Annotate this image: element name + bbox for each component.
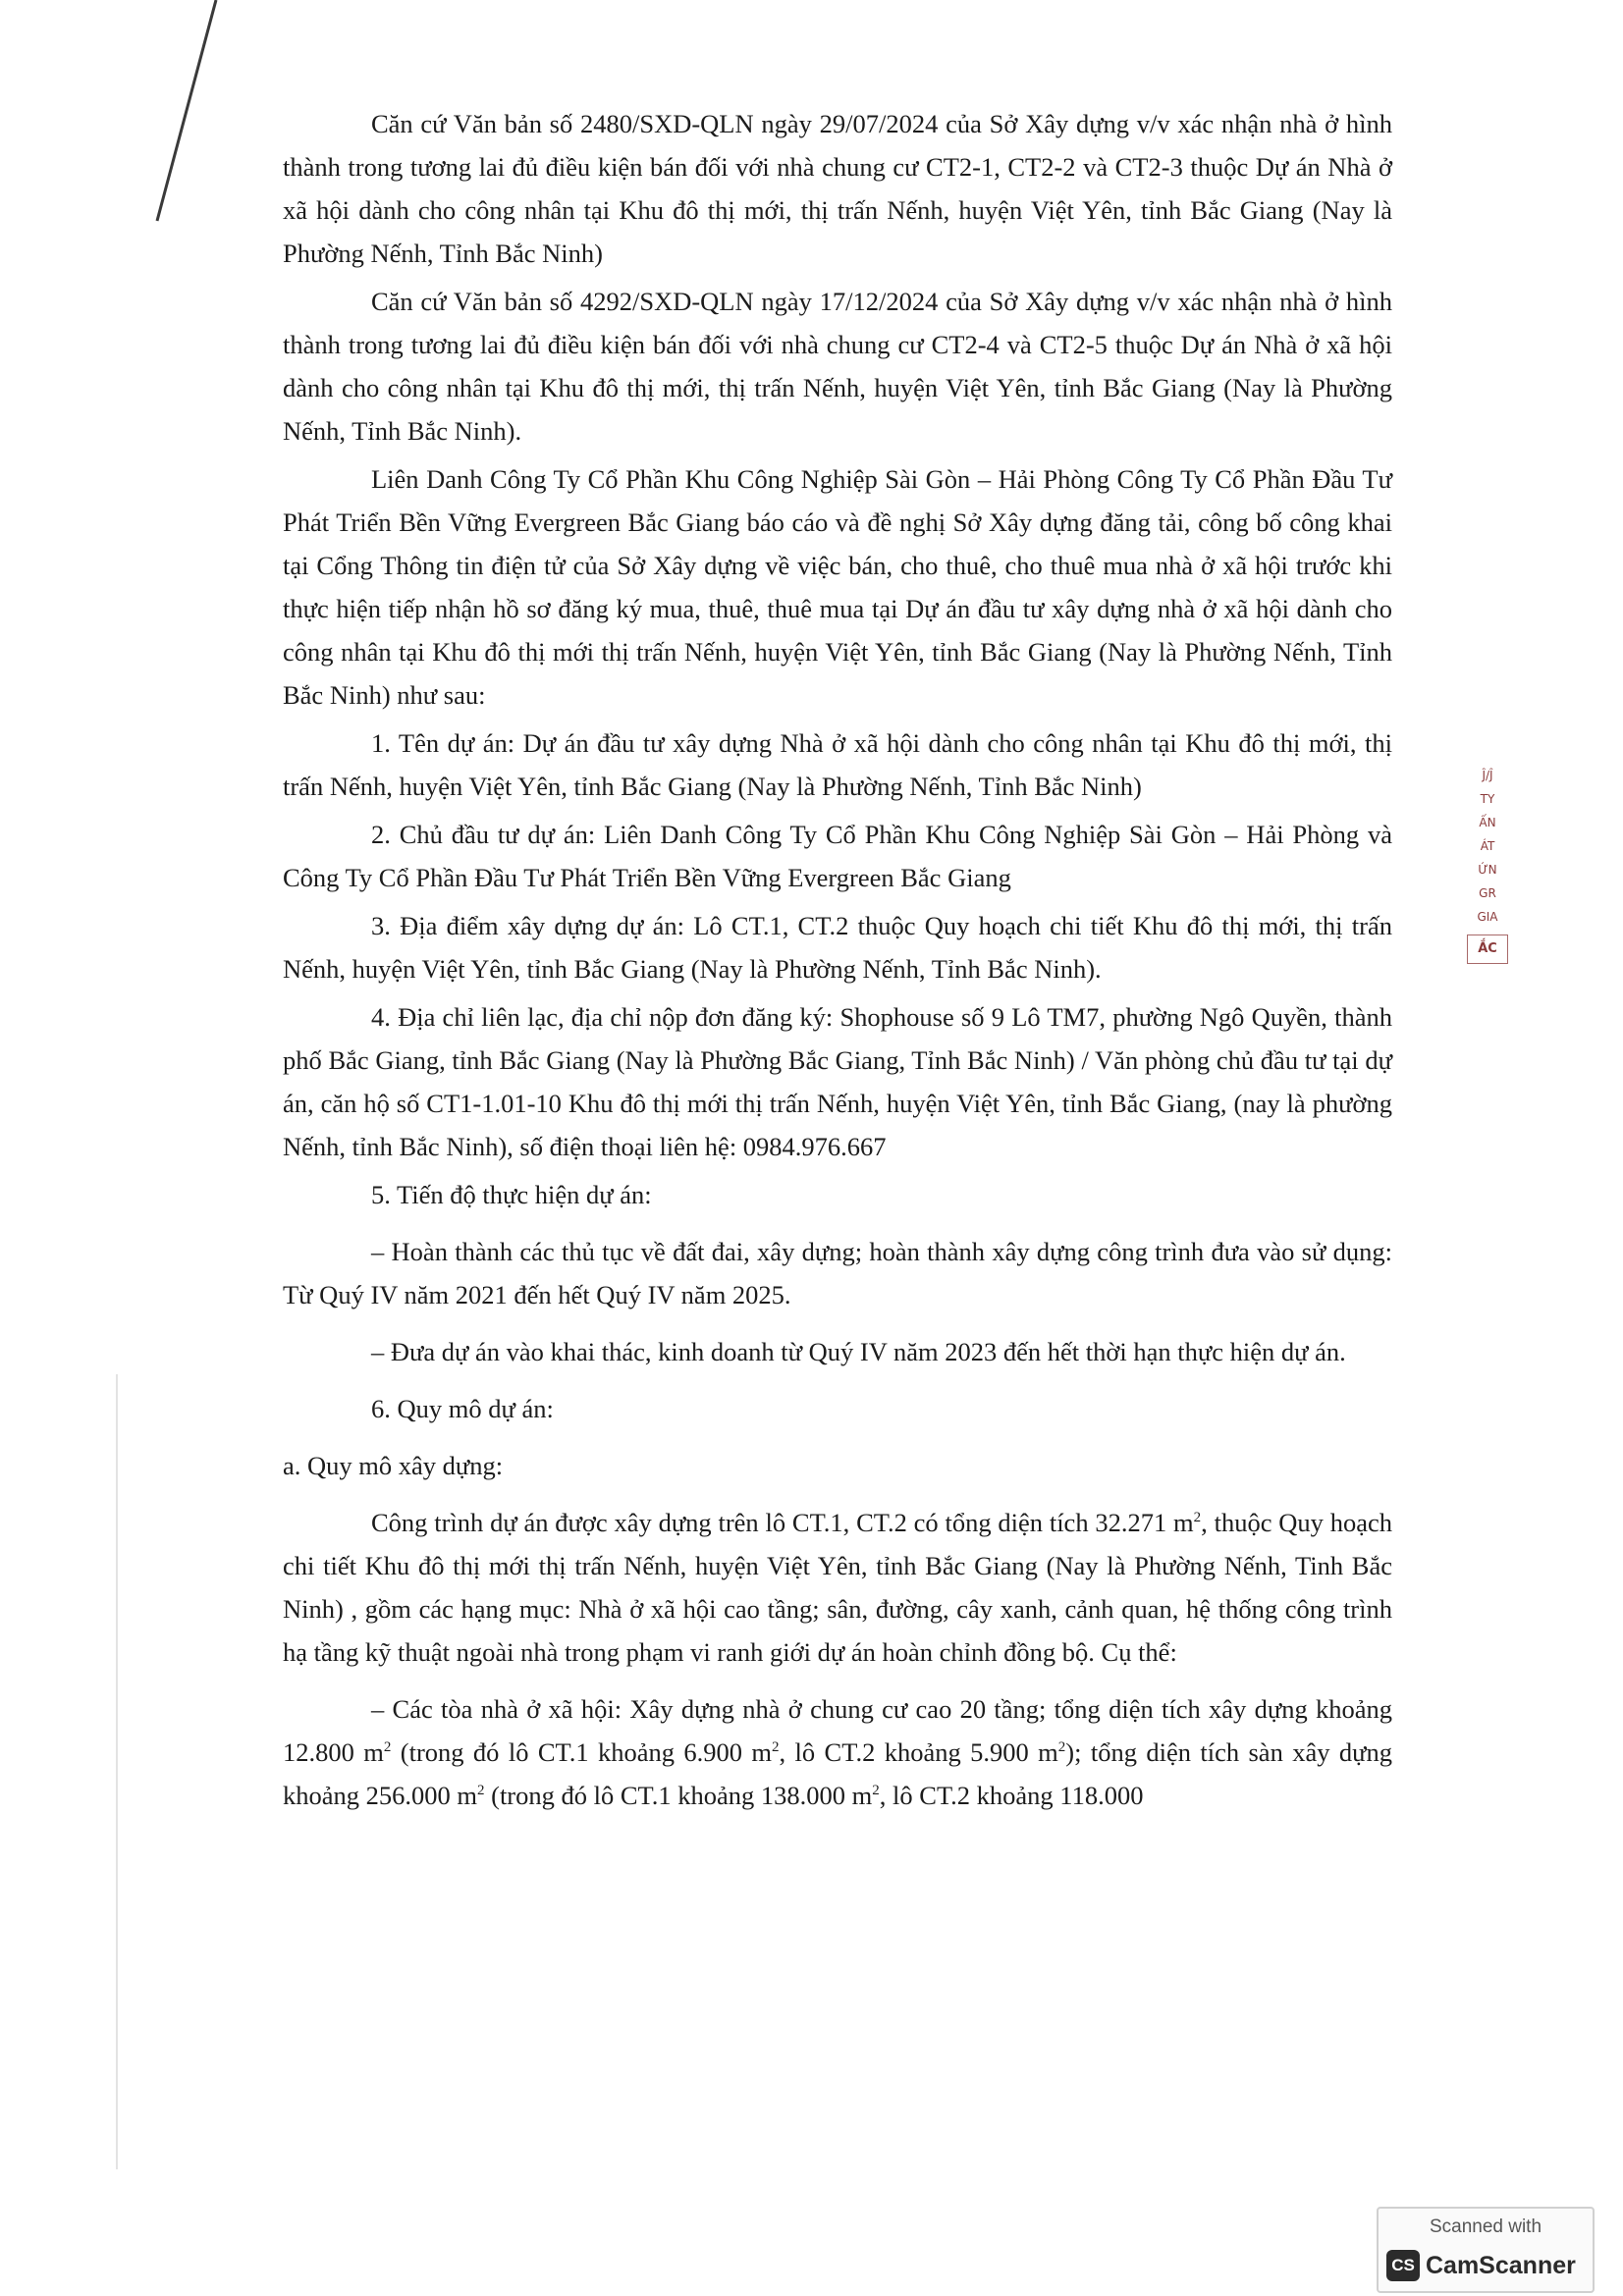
paragraph-site-area: Công trình dự án được xây dựng trên lô CT.1, CT.2 có tổng diện tích 32.271 $m^2$, thuộc Quy hoạch chi tiết Khu đô thị mới thị trấn Nếnh, huyện Việt Yên, tỉnh Bắc Giang (Nay là Phường Nếnh, Tinh Bắc Ninh) , gồm các hạng mục: Nhà ở xã hội cao tầng; sân, đường, cây xanh, cảnh quan, hệ thống công trình hạ tầng kỹ thuật ngoài nhà trong phạm vi ranh giới dự án hoàn chỉnh đồng bộ. Cụ thể: [283,1508,1392,1667]
scanned-with-label: Scanned with [1429,2216,1542,2237]
sub-heading-construction-scale: a. Quy mô xây dựng: [283,1451,504,1480]
paragraph-report: Liên Danh Công Ty Cổ Phần Khu Công Nghiệp Sài Gòn – Hải Phòng Công Ty Cổ Phần Đầu Tư Phát Triển Bền Vững Evergreen Bắc Giang báo cáo và đề nghị Sở Xây dựng đăng tải, công bố công khai tại Cổng Thông tin điện tử của Sở Xây dựng về việc bán, cho thuê, cho thuê mua nhà ở xã hội trước khi thực hiện tiếp nhận hồ sơ đăng ký mua, thuê, thuê mua tại Dự án đầu tư xây dựng nhà ở xã hội dành cho công nhân tại Khu đô thị mới thị trấn Nếnh, huyện Việt Yên, tỉnh Bắc Giang (Nay là Phường Nếnh, Tỉnh Bắc Ninh) như sau: [283,464,1392,710]
camscanner-watermark [1377,2207,1595,2293]
camscanner-name: CamScanner [1426,2252,1576,2279]
item-progress-heading: 5. Tiến độ thực hiện dự án: [371,1180,652,1209]
paragraph-legal-basis-1: Căn cứ Văn bản số 2480/SXD-QLN ngày 29/07/2024 của Sở Xây dựng v/v xác nhận nhà ở hình thành trong tương lai đủ điều kiện bán đối với nhà chung cư CT2-1, CT2-2 và CT2-3 thuộc Dự án Nhà ở xã hội dành cho công nhân tại Khu đô thị mới, thị trấn Nếnh, huyện Việt Yên, tỉnh Bắc Giang (Nay là Phường Nếnh, Tỉnh Bắc Ninh) [283,109,1392,268]
partial-seal-stamp: Ĵ/Ĵ TY ẤN ÁT ỨN GR GIA ẮC [1467,764,1508,964]
item-scale-heading: 6. Quy mô dự án: [371,1394,554,1423]
item-investor: 2. Chủ đầu tư dự án: Liên Danh Công Ty Cổ Phần Khu Công Nghiệp Sài Gòn – Hải Phòng và Công Ty Cổ Phần Đầu Tư Phát Triển Bền Vững Evergreen Bắc Giang [283,820,1392,892]
item-location: 3. Địa điểm xây dựng dự án: Lô CT.1, CT.2 thuộc Quy hoạch chi tiết Khu đô thị mới, thị trấn Nếnh, huyện Việt Yên, tỉnh Bắc Giang (Nay là Phường Nếnh, Tỉnh Bắc Ninh). [283,911,1392,984]
item-contact-address: 4. Địa chỉ liên lạc, địa chỉ nộp đơn đăng ký: Shophouse số 9 Lô TM7, phường Ngô Quyền, thành phố Bắc Giang, tỉnh Bắc Giang (Nay là Phường Bắc Giang, Tỉnh Bắc Ninh) / Văn phòng chủ đầu tư tại dự án, căn hộ số CT1-1.01-10 Khu đô thị mới thị trấn Nếnh, huyện Việt Yên, tỉnh Bắc Giang, (nay là phường Nếnh, tỉnh Bắc Ninh), số điện thoại liên hệ: 0984.976.667 [283,1002,1392,1161]
scan-edge-shadow [116,1374,118,2169]
paragraph-buildings: – Các tòa nhà ở xã hội: Xây dựng nhà ở chung cư cao 20 tầng; tổng diện tích xây dựng khoảng 12.800 $m^2$ (trong đó lô CT.1 khoảng 6.900 $m^2$, lô CT.2 khoảng 5.900 $m^2$); tổng diện tích sàn xây dựng khoảng 256.000 $m^2$ (trong đó lô CT.1 khoảng 138.000 $m^2$, lô CT.2 khoảng 118.000 [283,1694,1392,1810]
camscanner-logo-icon: CS [1386,2250,1420,2281]
paragraph-legal-basis-2: Căn cứ Văn bản số 4292/SXD-QLN ngày 17/12/2024 của Sở Xây dựng v/v xác nhận nhà ở hình thành trong tương lai đủ điều kiện bán đối với nhà chung cư CT2-4 và CT2-5 thuộc Dự án Nhà ở xã hội dành cho công nhân tại Khu đô thị mới, thị trấn Nếnh, huyện Việt Yên, tỉnh Bắc Giang (Nay là Phường Nếnh, Tỉnh Bắc Ninh). [283,287,1392,446]
document-body [283,102,1392,1822]
item-project-name: 1. Tên dự án: Dự án đầu tư xây dựng Nhà ở xã hội dành cho công nhân tại Khu đô thị mới, thị trấn Nếnh, huyện Việt Yên, tỉnh Bắc Giang (Nay là Phường Nếnh, Tỉnh Bắc Ninh) [283,728,1392,801]
scan-edge-line [147,0,236,236]
progress-bullet-2: – Đưa dự án vào khai thác, kinh doanh từ Quý IV năm 2023 đến hết thời hạn thực hiện dự án. [371,1337,1346,1366]
progress-bullet-1: – Hoàn thành các thủ tục về đất đai, xây dựng; hoàn thành xây dựng công trình đưa vào sử dụng: Từ Quý IV năm 2021 đến hết Quý IV năm 2025. [283,1237,1392,1309]
